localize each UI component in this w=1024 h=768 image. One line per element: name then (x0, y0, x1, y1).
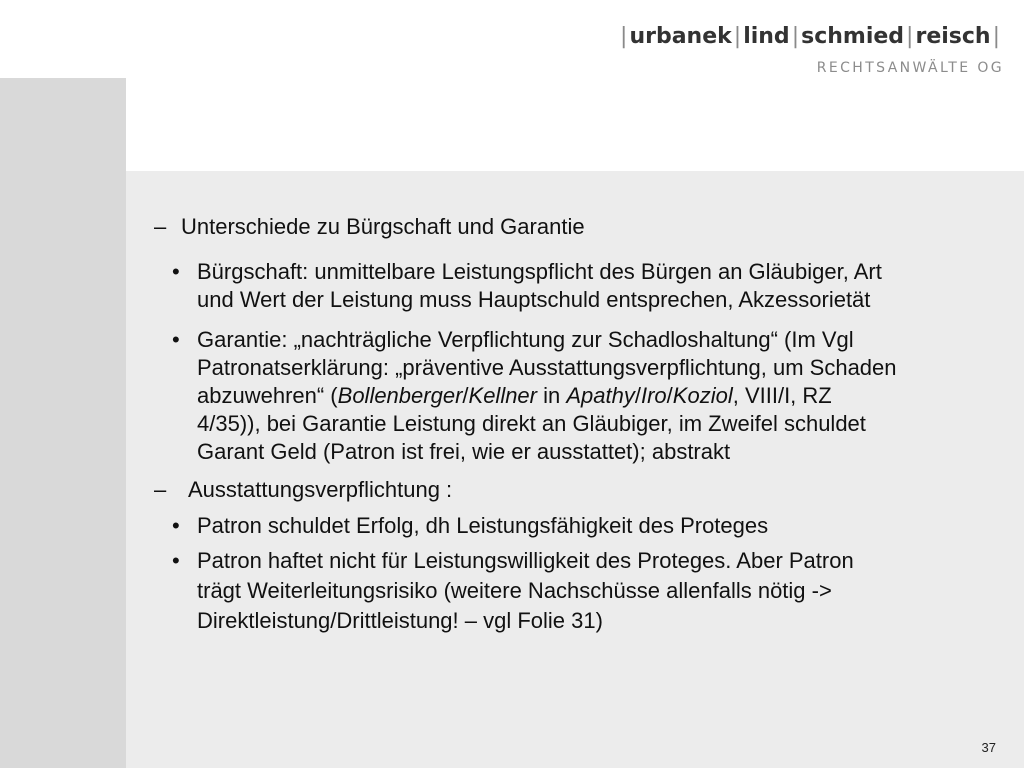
bullet-marker: • (172, 513, 180, 538)
bullet-patron-haftet-line-2: trägt Weiterleitungsrisiko (weitere Nachschüsse allenfalls nötig -> (197, 578, 832, 603)
bullet-buergschaft-line-2: und Wert der Leistung muss Hauptschuld entsprechen, Akzessorietät (197, 287, 871, 312)
bullet-garantie-line-2: Patronatserklärung: „präventive Ausstattungsverpflichtung, um Schaden (197, 355, 897, 380)
bullet-garantie-line-5: Garant Geld (Patron ist frei, wie er ausstattet); abstrakt (197, 439, 731, 464)
page-number: 37 (981, 740, 996, 755)
citation-author: Kellner (468, 383, 537, 408)
logo-part-lind: lind (743, 24, 790, 49)
logo-part-schmied: schmied (801, 24, 905, 49)
bullet-garantie-line-3: abzuwehren“ (Bollenberger/Kellner in Apathy/Iro/Koziol, VIII/I, RZ (197, 383, 832, 408)
citation-editor: Iro (640, 383, 667, 408)
bullet-buergschaft-line-1: Bürgschaft: unmittelbare Leistungspflicht des Bürgen an Gläubiger, Art (197, 259, 882, 284)
firm-logo: |urbanek|lind|schmied|reisch| (620, 24, 1000, 49)
heading-ausstattungsverpflichtung: Ausstattungsverpflichtung : (188, 477, 453, 502)
firm-tagline: RECHTSANWÄLTE OG (816, 60, 1004, 76)
heading-differences: Unterschiede zu Bürgschaft und Garantie (181, 214, 585, 239)
citation-editor: Apathy (566, 383, 635, 408)
bullet-patron-haftet-line-3: Direktleistung/Drittleistung! – vgl Folie 31) (197, 608, 603, 633)
bullet-marker: • (172, 327, 180, 352)
bullet-marker: • (172, 548, 180, 573)
bullet-garantie-line-1: Garantie: „nachträgliche Verpflichtung zur Schadloshaltung“ (Im Vgl (197, 327, 854, 352)
bullet-marker: • (172, 259, 180, 284)
left-decorative-bar (0, 78, 126, 768)
bullet-garantie-line-4: 4/35)), bei Garantie Leistung direkt an Gläubiger, im Zweifel schuldet (197, 411, 866, 436)
bullet-patron-haftet-line-1: Patron haftet nicht für Leistungswilligkeit des Proteges. Aber Patron (197, 548, 854, 573)
logo-part-reisch: reisch (915, 24, 991, 49)
citation-author: Bollenberger (337, 383, 463, 408)
citation-editor: Koziol (672, 383, 733, 408)
logo-part-urbanek: urbanek (629, 24, 732, 49)
dash-marker: – (154, 477, 167, 502)
dash-marker: – (154, 214, 167, 239)
bullet-patron-erfolg: Patron schuldet Erfolg, dh Leistungsfähigkeit des Proteges (197, 513, 769, 538)
